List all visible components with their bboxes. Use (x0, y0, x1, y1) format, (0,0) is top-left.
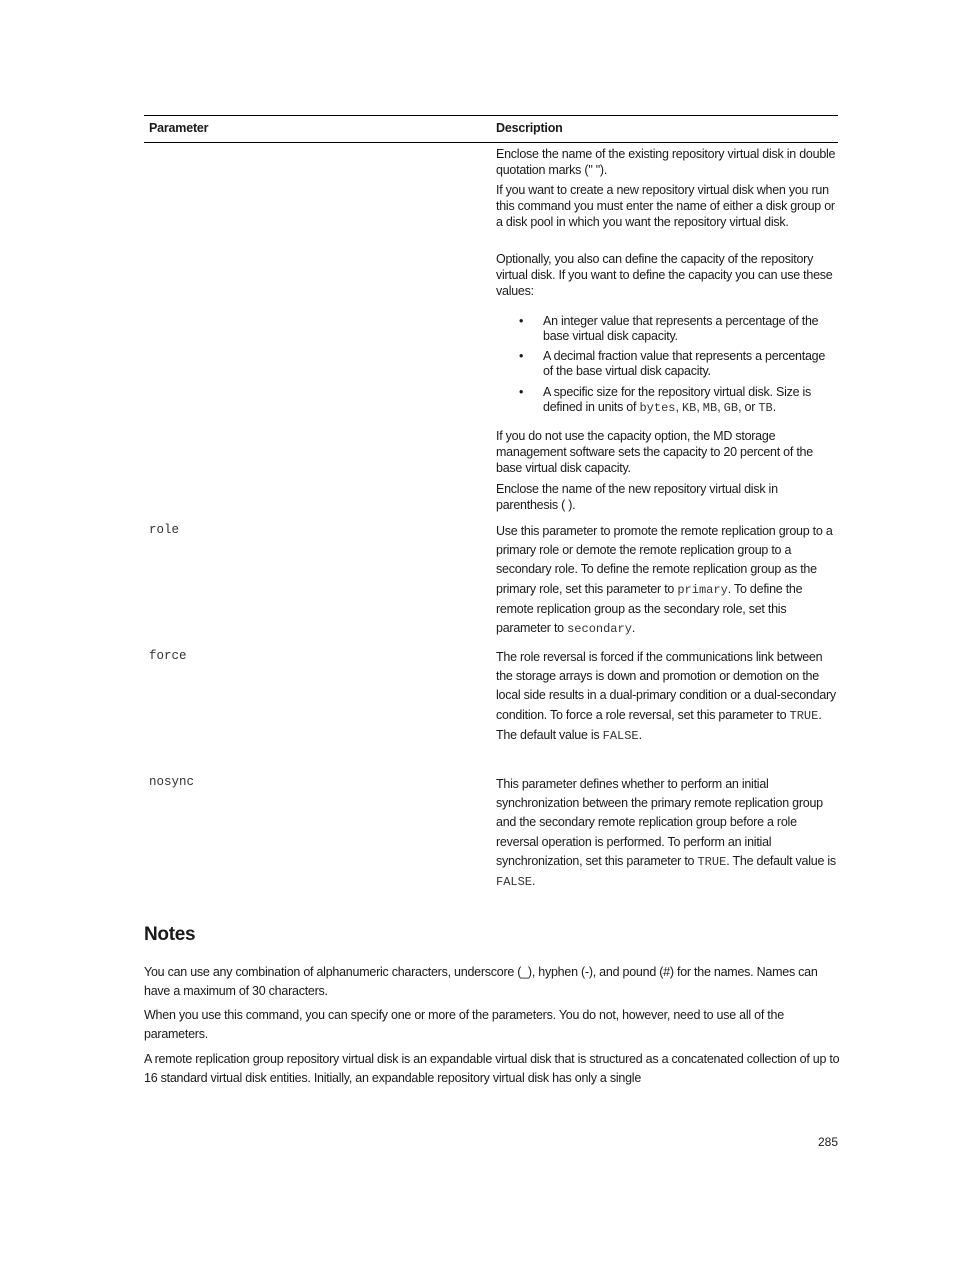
param-desc-force: The role reversal is forced if the communications link between the storage arrays is down and promotion or demotion on the local side results in a dual-primary condition or a dual-secondary condition. To force a role reversal, set this parameter to TRUE. The default value is FALSE. (496, 650, 836, 743)
notes-paragraph: You can use any combination of alphanumeric characters, underscore (_), hyphen (-), and pound (#) for the names. Names can have a maximum of 30 characters. (144, 965, 818, 999)
param-name-force: force (149, 649, 187, 663)
repository-desc-p4: If you do not use the capacity option, the MD storage management software sets the capacity to 20 percent of the base virtual disk capacity. (496, 429, 813, 476)
param-name-role: role (149, 523, 180, 537)
repository-desc-p2: If you want to create a new repository virtual disk when you run this command you must enter the name of either a disk group or a disk pool in which you want the repository virtual disk. (496, 183, 835, 230)
unit-code: GB (723, 401, 739, 415)
notes-paragraph: When you use this command, you can specify one or more of the parameters. You do not, however, need to use all of the parameters. (144, 1008, 784, 1042)
param-desc-nosync: This parameter defines whether to perform an initial synchronization between the primary remote replication group and the secondary remote replication group before a role reversal operation is performed. To perform an initial synchronization, set this parameter to TRUE. The default value is FALSE. (496, 777, 836, 890)
bullet-text: A decimal fraction value that represents a percentage of the base virtual disk capacity. (543, 349, 826, 378)
bullet-symbol: • (519, 314, 524, 328)
unit-code: KB (681, 401, 697, 415)
bullet-text: An integer value that represents a percentage of the base virtual disk capacity. (543, 314, 819, 343)
table-header (144, 115, 838, 143)
param-name-nosync: nosync (149, 775, 195, 789)
notes-heading: Notes (144, 924, 196, 945)
unit-code: TB (758, 401, 773, 415)
page-number: 285 (818, 1135, 839, 1149)
header-parameter: Parameter (149, 121, 209, 135)
bullet-symbol: • (519, 385, 524, 399)
repository-desc-p5: Enclose the name of the new repository virtual disk in parenthesis ( ). (496, 482, 778, 513)
unit-code: MB (702, 401, 718, 415)
unit-code: bytes (639, 401, 676, 415)
header-description: Description (496, 121, 563, 135)
repository-desc-p3: Optionally, you also can define the capacity of the repository virtual disk. If you want to define the capacity you can use these values: (496, 252, 833, 299)
notes-paragraph: A remote replication group repository virtual disk is an expandable virtual disk that is structured as a concatenated collection of up to 16 standard virtual disk entities. Initially, an expandable repository virtual disk has only a single (144, 1052, 840, 1086)
param-desc-role: Use this parameter to promote the remote replication group to a primary role or demote the remote replication group to a secondary role. To define the remote replication group as the primary role, set this parameter to primary. To define the remote replication group as the secondary role, set this parameter to secondary. (496, 524, 833, 637)
repository-desc-p1: Enclose the name of the existing repository virtual disk in double quotation marks (" "). (496, 147, 836, 178)
bullet-symbol: • (519, 349, 524, 363)
bullet-text: A specific size for the repository virtual disk. Size is defined in units of bytes, KB, MB, GB, or TB. (543, 385, 812, 415)
